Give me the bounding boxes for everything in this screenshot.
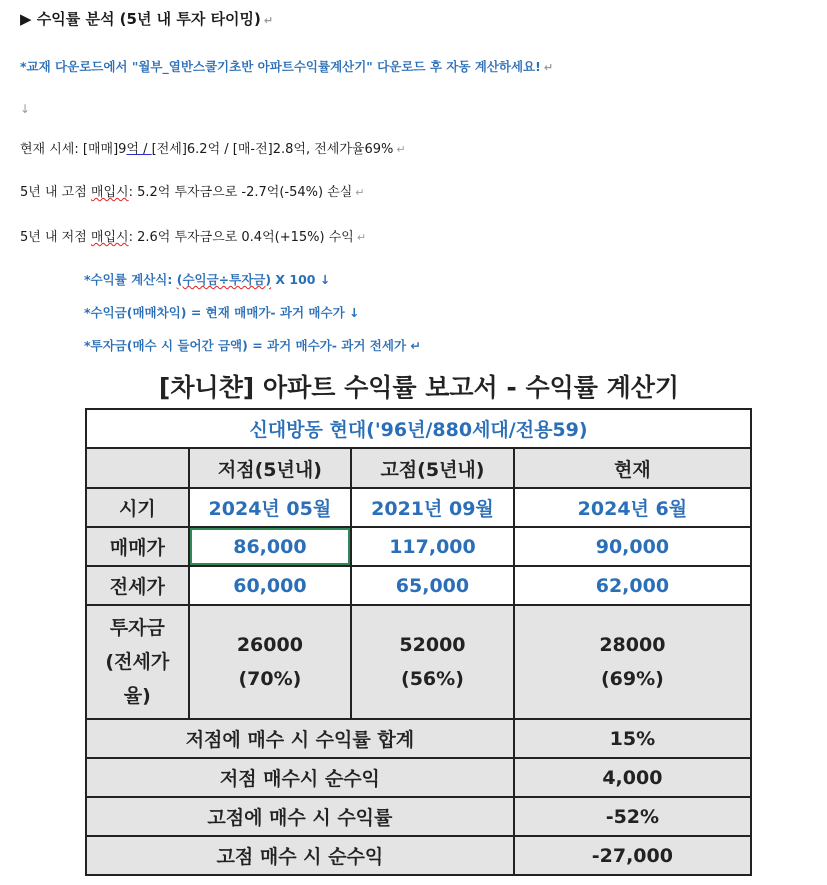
sale-price-high: 117,000: [351, 527, 514, 566]
investment-label-line3: 율): [123, 685, 151, 707]
download-notice: [20, 57, 553, 75]
current-price-rest: [전세]6.2억 / [매-전]2.8억, 전세가율69%: [151, 142, 394, 157]
low-point-line: [20, 226, 366, 245]
formula-yield-mult: X 100 ↓: [271, 272, 331, 287]
low-point-detail: : 2.6억 투자금으로 0.4억(+15%) 수익: [128, 230, 354, 245]
line-break-arrow: ↓: [20, 102, 31, 116]
jeonse-price-high: 65,000: [351, 566, 514, 605]
current-price-unit: 억: [126, 142, 139, 157]
high-point-detail: : 5.2억 투자금으로 -2.7억(-54%) 손실: [128, 185, 353, 200]
investment-amount: 52000: [399, 634, 466, 656]
paragraph-mark: ↵: [263, 14, 274, 27]
section-heading: [20, 8, 273, 29]
jeonse-price-low: 60,000: [189, 566, 352, 605]
investment-high: [351, 605, 514, 719]
investment-amount: 28000: [599, 634, 666, 656]
high-point-label: 5년 내 고점: [20, 185, 91, 200]
investment-label-line1: 투자금: [109, 617, 165, 639]
download-notice-text: *교재 다운로드에서 "월부_열반스쿨기초반 아파트수익률계산기" 다운로드 후 자동 계산하세요!: [20, 59, 541, 74]
investment-ratio: (69%): [600, 668, 664, 690]
column-header-high: 고점(5년내): [351, 448, 514, 488]
paragraph-mark: ↵: [355, 186, 365, 199]
column-header-current: 현재: [514, 448, 751, 488]
jeonse-price-current: 62,000: [514, 566, 751, 605]
apartment-name: 신대방동 현대('96년/880세대/전용59): [86, 409, 751, 448]
investment-current: [514, 605, 751, 719]
investment-label-line2: (전세가: [105, 651, 170, 673]
sale-price-low[interactable]: 86,000: [189, 527, 352, 566]
investment-amount: 26000: [236, 634, 303, 656]
summary-label-high-yield: 고점에 매수 시 수익률: [86, 797, 514, 836]
yield-report-table: [85, 408, 752, 876]
summary-value-high-profit: -27,000: [514, 836, 751, 875]
current-price-sep: /: [138, 142, 152, 157]
period-low: 2024년 05월: [189, 488, 352, 527]
formula-yield-label: *수익률 계산식:: [84, 272, 177, 287]
paragraph-mark: ↵: [396, 143, 406, 156]
row-label-period: 시기: [86, 488, 189, 527]
row-label-jeonse-price: 전세가: [86, 566, 189, 605]
period-high: 2021년 09월: [351, 488, 514, 527]
current-price-text: 현재 시세: [매매]9: [20, 142, 127, 157]
low-point-keyword: 매입시: [90, 230, 129, 245]
investment-ratio: (56%): [401, 668, 464, 690]
row-label-investment: [86, 605, 189, 719]
corner-cell: [86, 448, 189, 488]
report-title: [차니챤] 아파트 수익률 보고서 - 수익률 계산기: [158, 373, 680, 402]
summary-value-high-yield: -52%: [514, 797, 751, 836]
summary-label-high-profit: 고점 매수 시 순수익: [86, 836, 514, 875]
investment-ratio: (70%): [238, 668, 302, 690]
formula-yield-expr: (수익금÷투자금): [176, 272, 272, 287]
summary-value-low-yield: 15%: [514, 719, 751, 758]
formula-profit: *수익금(매매차익) = 현재 매매가- 과거 매수가 ↓: [84, 305, 360, 320]
column-header-low: 저점(5년내): [189, 448, 352, 488]
section-heading-text: ▶ 수익률 분석 (5년 내 투자 타이밍): [20, 10, 261, 28]
paragraph-mark: ↵: [356, 231, 367, 244]
paragraph-mark: ↵: [543, 61, 554, 74]
high-point-line: [20, 181, 365, 200]
summary-label-low-yield: 저점에 매수 시 수익률 합계: [86, 719, 514, 758]
summary-value-low-profit: 4,000: [514, 758, 751, 797]
investment-low: [189, 605, 352, 719]
low-point-label: 5년 내 저점: [20, 230, 91, 245]
formula-investment: *투자금(매수 시 들어간 금액) = 과거 매수가- 과거 전세가 ↵: [84, 338, 421, 353]
summary-label-low-profit: 저점 매수시 순수익: [86, 758, 514, 797]
row-label-sale-price: 매매가: [86, 527, 189, 566]
sale-price-current: 90,000: [514, 527, 751, 566]
formula-yield: [84, 270, 330, 288]
high-point-keyword: 매입시: [90, 185, 129, 200]
period-current: 2024년 6월: [514, 488, 751, 527]
current-price-line: [20, 138, 406, 157]
